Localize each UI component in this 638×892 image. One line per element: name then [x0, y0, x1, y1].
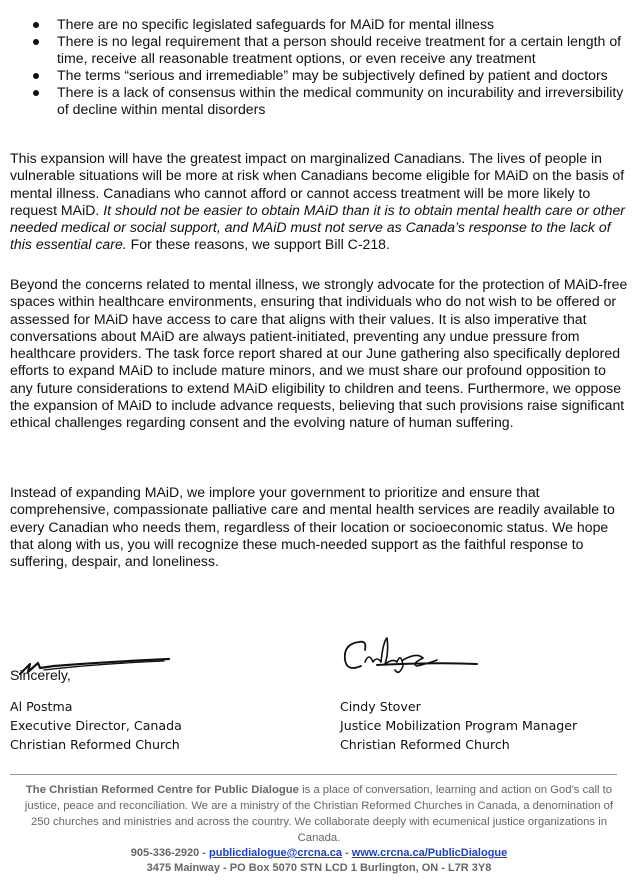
- bullet-list: [10, 16, 630, 118]
- signer-org: Christian Reformed Church: [10, 737, 180, 752]
- footer-divider: [10, 774, 617, 775]
- signer-block-right: [340, 697, 577, 754]
- footer-separator: -: [342, 847, 352, 859]
- impact-italic-text: It should not be easier to obtain MAiD than it is to obtain mental health care or other needed medical or social support, and MAiD must not serve as Canada’s response to the lack of this essential care.: [10, 201, 625, 253]
- footer-contact-line: [14, 846, 624, 861]
- signer-block-left: [10, 697, 182, 754]
- signer-name: Al Postma: [10, 699, 73, 714]
- impact-text: This expansion will have the greatest impact on marginalized Canadians. The lives of people in vulnerable situations will be more at risk when Canadians become eligible for MAiD on the basis of mental illness. Canadians who cannot afford or cannot access treatment will be more likely to request MAiD.: [10, 150, 625, 218]
- footer-phone: 905-336-2920: [130, 847, 200, 859]
- footer-description: [14, 782, 624, 846]
- signature-cindy-stover-icon: [337, 632, 487, 680]
- concerns-paragraph: Beyond the concerns related to mental illness, we strongly advocate for the protection of MAiD-free spaces within healthcare environments, ensuring that individuals who do not wish to be offered or assessed for MAiD have access to care that aligns with their values. It is also imperative that conversations about MAiD are always patient-initiated, preventing any undue pressure from healthcare providers. The task force report shared at our June gathering also specifically deplored efforts to expand MAiD to include mature minors, and we must share our profound opposition to any future considerations to extend MAiD eligibility to children and teens. Furthermore, we oppose the expansion of MAiD to include advance requests, believing that such provisions raise significant ethical challenges regarding consent and the evolving nature of human suffering.: [10, 276, 628, 431]
- signer-name: Cindy Stover: [340, 699, 421, 714]
- bullet-dot-icon: [33, 39, 39, 45]
- implore-paragraph: Instead of expanding MAiD, we implore your government to prioritize and ensure that comprehensive, compassionate palliative care and mental health services are readily available to every Canadian who needs them, regardless of their location or socioeconomic status. We hope that along with us, you will recognize these much-needed support as the faithful response to suffering, despair, and loneliness.: [10, 484, 615, 570]
- signer-title: Executive Director, Canada: [10, 718, 182, 733]
- closing-text: Sincerely,: [10, 667, 71, 683]
- footer-separator: -: [199, 847, 210, 859]
- signer-title: Justice Mobilization Program Manager: [340, 718, 578, 733]
- footer-website-link[interactable]: www.crcna.ca/PublicDialogue: [351, 847, 508, 859]
- impact-paragraph: [10, 150, 630, 254]
- list-item: The terms “serious and irremediable” may be subjectively defined by patient and doctors: [10, 67, 630, 84]
- footer-org-name: The Christian Reformed Centre for Public Dialogue: [25, 784, 299, 796]
- footer-address: 3475 Mainway - PO Box 5070 STN LCD 1 Burlington, ON - L7R 3Y8: [146, 862, 492, 874]
- impact-conclusion-text: For these reasons, we support Bill C-218.: [126, 236, 390, 253]
- list-item: There are no specific legislated safeguards for MAiD for mental illness: [10, 16, 630, 33]
- bullet-dot-icon: [33, 22, 39, 28]
- footer-description-text: is a place of conversation, learning and action on God’s call to justice, peace and reconciliation. We are a ministry of the Christian Reformed Churches in Canada, a denomination of 250 churches and ministries and across the country. We collaborate deeply with ecumenical justice organizations in Canada.: [24, 784, 614, 844]
- list-item: There is a lack of consensus within the medical community on incurability and irreversibility of decline within mental disorders: [10, 84, 630, 118]
- bullet-dot-icon: [33, 90, 39, 96]
- footer-contact: [14, 846, 624, 876]
- bullet-dot-icon: [33, 73, 39, 79]
- signer-org: Christian Reformed Church: [340, 737, 510, 752]
- footer-email-link[interactable]: publicdialogue@crcna.ca: [209, 847, 342, 859]
- list-item: There is no legal requirement that a person should receive treatment for a certain length of time, receive all reasonable treatment options, or even receive any treatment: [10, 33, 630, 67]
- signature-al-postma-icon: [14, 650, 174, 680]
